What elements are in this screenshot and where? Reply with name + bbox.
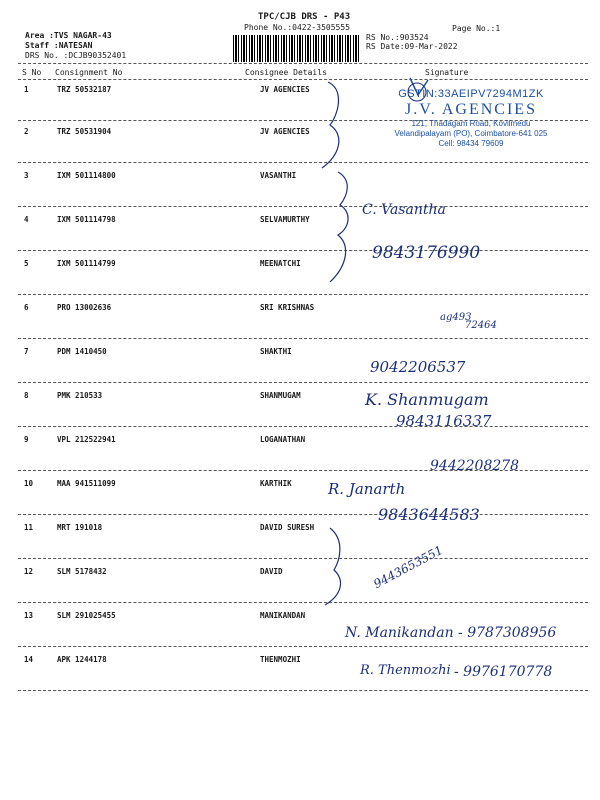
stamp-address2: Velandipalayam (PO), Coimbatore-641 025 (394, 129, 548, 138)
phone-number: Phone No.:0422-3505555 (244, 23, 350, 32)
phone-david: 9443653551 (371, 542, 446, 592)
row-consignee: SELVAMURTHY (260, 215, 310, 224)
phone-shanmugam: 9843116337 (396, 412, 492, 430)
row-consignment: SLM 5178432 (57, 567, 107, 576)
signature-manikandan: N. Manikandan - 9787308956 (345, 625, 557, 641)
col-consignment: Consignment No (55, 68, 123, 77)
signature-thenmozhi: R. Thenmozhi (360, 663, 451, 678)
rs-date: RS Date:09-Mar-2022 (366, 42, 458, 51)
stamp-name: J.V. AGENCIES (405, 101, 537, 118)
row-consignment: MAA 941511099 (57, 479, 116, 488)
page-number: Page No.:1 (452, 24, 501, 33)
row-consignment: PRO 13002636 (57, 303, 112, 312)
phone-shakthi: 9042206537 (370, 358, 466, 376)
row-sno: 11 (24, 523, 34, 532)
row-sno: 13 (24, 611, 34, 620)
row-consignee: LOGANATHAN (260, 435, 306, 444)
row-consignee: SHANMUGAM (260, 391, 301, 400)
col-sno: S No (22, 68, 42, 77)
row-sno: 10 (24, 479, 34, 488)
row-consignee: THENMOZHI (260, 655, 301, 664)
row-consignee: KARTHIK (260, 479, 292, 488)
stamp-address1: 121, Thadagam Road, Kovilmedu (411, 119, 531, 128)
note-srikrishnas: ag493 (440, 312, 472, 323)
row-consignment: MRT 191018 (57, 523, 103, 532)
row-consignee: SHAKTHI (260, 347, 292, 356)
row-sno: 6 (24, 303, 29, 312)
col-signature: Signature (425, 68, 469, 77)
row-consignee: MEENATCHI (260, 259, 301, 268)
row-sno: 3 (24, 171, 29, 180)
row-consignee: DAVID SURESH (260, 523, 315, 532)
row-consignee: DAVID (260, 567, 283, 576)
phone-vasanthi: 9843176990 (372, 243, 481, 263)
row-sno: 2 (24, 127, 29, 136)
row-sno: 1 (24, 85, 29, 94)
row-consignment: IXM 501114798 (57, 215, 116, 224)
phone-loganathan: 9442208278 (430, 458, 520, 474)
row-sno: 14 (24, 655, 34, 664)
note-srikrishnas-2: 72464 (465, 320, 497, 331)
row-consignee: SRI KRISHNAS (260, 303, 315, 312)
row-consignment: IXM 501114800 (57, 171, 116, 180)
row-sno: 4 (24, 215, 29, 224)
area-label: Area :TVS NAGAR-43 (25, 31, 112, 40)
row-consignment: VPL 212522941 (57, 435, 116, 444)
row-consignee: MANIKANDAN (260, 611, 306, 620)
row-consignment: APK 1244178 (57, 655, 107, 664)
row-consignment: TRZ 50532187 (57, 85, 112, 94)
row-sno: 8 (24, 391, 29, 400)
drs-number: DRS No. :DCJB90352401 (25, 51, 127, 60)
row-consignment: PDM 1410450 (57, 347, 107, 356)
row-sno: 12 (24, 567, 34, 576)
phone-thenmozhi: - 9976170778 (454, 664, 553, 680)
signature-karthik: R. Janarth (328, 480, 406, 498)
signature-vasanthi: C. Vasantha (362, 202, 446, 218)
stamp-gstin: GSTIN:33AEIPV7294M1ZK (398, 88, 544, 100)
row-consignment: TRZ 50531904 (57, 127, 112, 136)
row-consignment: IXM 501114799 (57, 259, 116, 268)
row-consignee: JV AGENCIES (260, 85, 310, 94)
row-consignment: PMK 210533 (57, 391, 103, 400)
row-sno: 7 (24, 347, 29, 356)
col-consignee: Consignee Details (245, 68, 327, 77)
row-sno: 5 (24, 259, 29, 268)
page-title: TPC/CJB DRS - P43 (258, 12, 351, 22)
rs-number: RS No.:903524 (366, 33, 429, 42)
row-consignee: JV AGENCIES (260, 127, 310, 136)
staff-label: Staff :NATESAN (25, 41, 93, 50)
row-consignee: VASANTHI (260, 171, 297, 180)
row-consignment: SLM 291025455 (57, 611, 116, 620)
phone-karthik: 9843644583 (378, 505, 480, 524)
signature-shanmugam: K. Shanmugam (365, 390, 489, 409)
row-sno: 9 (24, 435, 29, 444)
stamp-cell: Cell: 98434 79609 (438, 139, 504, 148)
